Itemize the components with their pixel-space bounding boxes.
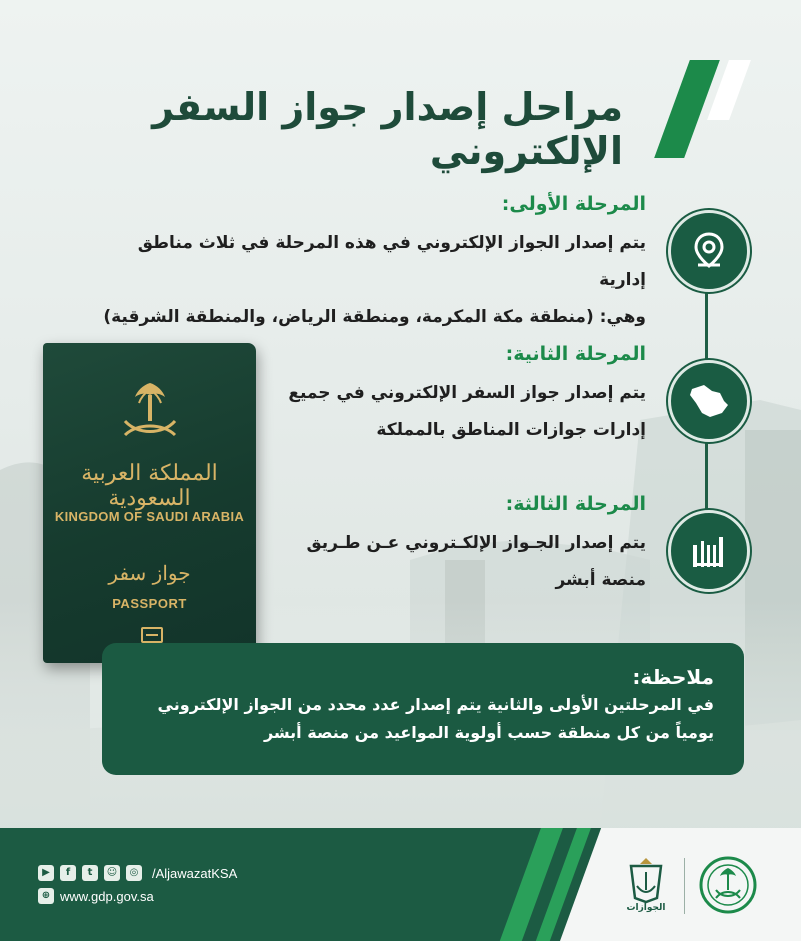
note-heading: ملاحظة: — [632, 665, 714, 689]
footer-divider — [684, 858, 685, 914]
passport-english-label: PASSPORT — [112, 596, 187, 611]
facebook-icon[interactable]: f — [60, 865, 76, 881]
footer — [0, 828, 801, 941]
jawazat-logo — [617, 856, 675, 918]
passport-arabic-title: المملكة العربية السعودية — [81, 461, 218, 511]
location-pin-icon — [692, 231, 726, 271]
stage-3-marker — [668, 510, 750, 592]
stage-1-heading: المرحلة الأولى: — [501, 193, 646, 215]
social-links — [38, 865, 237, 881]
stage-1-text-line-2: وهي: (منطقة مكة المكرمة، ومنطقة الرياض، والمنطقة الشرقية) — [103, 307, 646, 327]
globe-icon: ⊕ — [38, 888, 54, 904]
stage-2-marker — [668, 360, 750, 442]
passport-image — [43, 343, 256, 663]
page-title: مراحل إصدار جواز السفر الإلكتروني — [152, 85, 623, 174]
jawazat-logo-text: الجوازات — [626, 903, 666, 913]
stage-3-text-line-1: يتم إصدار الجـواز الإلكـتروني عـن طـريق — [306, 533, 646, 553]
website-link[interactable] — [38, 888, 154, 904]
passport-arabic-label: جواز سفر — [108, 561, 191, 585]
website-url[interactable]: www.gdp.gov.sa — [60, 888, 154, 904]
passport-kingdom-label: KINGDOM OF SAUDI ARABIA — [54, 509, 245, 524]
note-box — [102, 643, 744, 775]
snapchat-icon[interactable]: ☺ — [104, 865, 120, 881]
note-text-line-1: في المرحلتين الأولى والثانية يتم إصدار عدد محدد من الجواز الإلكتروني — [157, 695, 714, 714]
stage-2-text-line-1: يتم إصدار جواز السفر الإلكتروني في جميع — [288, 383, 646, 403]
stage-2-text-line-2: إدارات جوازات المناطق بالمملكة — [376, 420, 646, 440]
stage-1-text-line-1: يتم إصدار الجواز الإلكتروني في هذه المرحلة في ثلاث مناطق إدارية — [137, 233, 646, 290]
stage-1-marker — [668, 210, 750, 292]
instagram-icon[interactable]: ◎ — [126, 865, 142, 881]
note-text-line-2: يومياً من كل منطقة حسب أولوية المواعيد من منصة أبشر — [263, 723, 714, 742]
stage-1 — [86, 193, 646, 336]
absher-icon — [689, 531, 729, 571]
stage-2-heading: المرحلة الثانية: — [505, 343, 646, 365]
stage-3-heading: المرحلة الثالثة: — [505, 493, 646, 515]
social-handle[interactable]: /AljawazatKSA — [152, 865, 238, 881]
emblem-icon — [115, 377, 185, 447]
saudi-map-icon — [686, 381, 732, 421]
twitter-icon[interactable]: t — [82, 865, 98, 881]
epassport-chip-icon — [141, 627, 163, 643]
stage-3-text-line-2: منصة أبشر — [555, 570, 646, 590]
youtube-icon[interactable]: ▶ — [38, 865, 54, 881]
footer-logo-panel — [560, 828, 801, 941]
ministry-of-interior-logo — [697, 852, 759, 918]
